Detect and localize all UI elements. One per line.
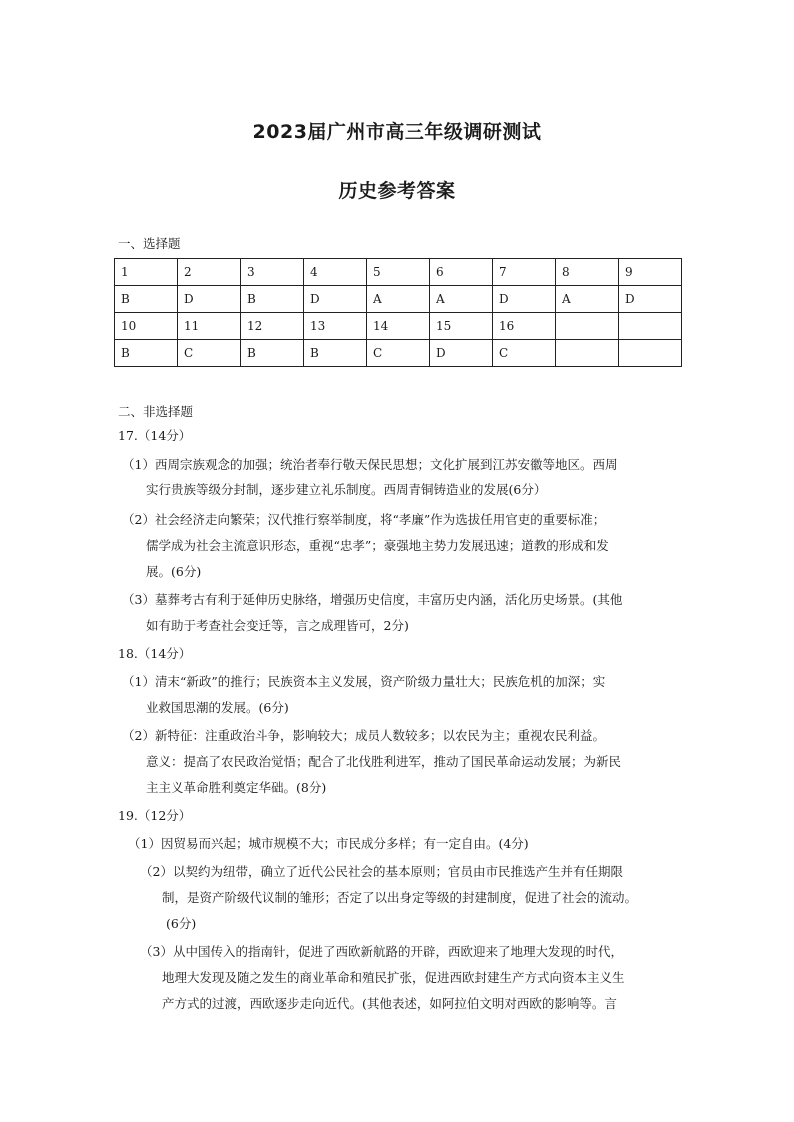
- table-cell: [619, 313, 682, 340]
- answer-line: 产方式的过渡，西欧逐步走向近代。(其他表述，如阿拉伯文明对西欧的影响等。言: [162, 996, 617, 1011]
- answer-line: 制，是资产阶级代议制的雏形；否定了以出身定等级的封建制度，促进了社会的流动。: [162, 890, 638, 905]
- answer-line: 展。(6分): [146, 564, 202, 579]
- table-cell: 13: [304, 313, 367, 340]
- question-19-heading: 19.（12分）: [118, 808, 192, 823]
- table-cell: D: [430, 340, 493, 367]
- table-cell: 16: [493, 313, 556, 340]
- table-cell: A: [430, 286, 493, 313]
- table-cell: A: [367, 286, 430, 313]
- table-row: [115, 313, 682, 340]
- table-cell: D: [304, 286, 367, 313]
- answer-line: （3）墓葬考古有利于延伸历史脉络，增强历史信度，丰富历史内涵，活化历史场景。(其他: [122, 592, 623, 607]
- answer-line: 儒学成为社会主流意识形态，重视“忠孝”；豪强地主势力发展迅速；道教的形成和发: [146, 538, 609, 553]
- table-cell: 8: [556, 259, 619, 286]
- answer-table: [114, 258, 682, 367]
- section-multiple-choice-label: 一、选择题: [118, 236, 181, 251]
- answer-line: 主主义革命胜利奠定华础。(8分): [146, 780, 327, 795]
- table-cell: 11: [178, 313, 241, 340]
- table-cell: [556, 313, 619, 340]
- table-cell: [619, 340, 682, 367]
- answer-line: 业救国思潮的发展。(6分): [146, 700, 289, 715]
- table-row: [115, 286, 682, 313]
- answer-line: （1）清末“新政”的推行；民族资本主义发展，资产阶级力量壮大；民族危机的加深；实: [122, 674, 606, 689]
- table-cell: C: [178, 340, 241, 367]
- table-cell: 2: [178, 259, 241, 286]
- table-cell: B: [115, 340, 178, 367]
- table-cell: 5: [367, 259, 430, 286]
- answer-line: 如有助于考查社会变迁等，言之成理皆可，2分): [146, 618, 409, 633]
- answer-line: （3）从中国传入的指南针，促进了西欧新航路的开辟，西欧迎来了地理大发现的时代，: [140, 944, 623, 959]
- document-subtitle: 历史参考答案: [338, 180, 456, 202]
- table-cell: 9: [619, 259, 682, 286]
- table-cell: B: [304, 340, 367, 367]
- table-row: [115, 340, 682, 367]
- answer-line: （2）新特征：注重政治斗争，影响较大；成员人数较多；以农民为主；重视农民利益。: [122, 728, 605, 743]
- table-cell: C: [493, 340, 556, 367]
- answer-line: （1）西周宗族观念的加强；统治者奉行敬天保民思想；文化扩展到江苏安徽等地区。西周: [122, 457, 618, 472]
- answer-line: 意义：提高了农民政治觉悟；配合了北伐胜利进军，推动了国民革命运动发展；为新民: [146, 754, 622, 769]
- table-row: [115, 259, 682, 286]
- answer-line: 实行贵族等级分封制，逐步建立礼乐制度。西周青铜铸造业的发展(6分）: [146, 482, 547, 497]
- document-title: 2023届广州市高三年级调研测试: [252, 121, 542, 143]
- table-cell: 15: [430, 313, 493, 340]
- table-cell: 6: [430, 259, 493, 286]
- table-cell: B: [241, 286, 304, 313]
- table-cell: 4: [304, 259, 367, 286]
- answer-line: （2）社会经济走向繁荣；汉代推行察举制度，将“孝廉”作为选拔任用官吏的重要标准；: [122, 512, 606, 527]
- table-cell: 1: [115, 259, 178, 286]
- table-cell: D: [619, 286, 682, 313]
- table-cell: 3: [241, 259, 304, 286]
- table-cell: 12: [241, 313, 304, 340]
- answer-line: 地理大发现及随之发生的商业革命和殖民扩张，促进西欧封建生产方式向资本主义生: [162, 970, 625, 985]
- table-cell: [556, 340, 619, 367]
- table-cell: D: [493, 286, 556, 313]
- table-cell: C: [367, 340, 430, 367]
- section-non-choice-label: 二、非选择题: [118, 404, 194, 419]
- answer-line: （2）以契约为纽带，确立了近代公民社会的基本原则；官员由市民推选产生并有任期限: [140, 864, 623, 879]
- table-cell: 10: [115, 313, 178, 340]
- table-cell: 7: [493, 259, 556, 286]
- table-cell: B: [115, 286, 178, 313]
- table-cell: B: [241, 340, 304, 367]
- question-17-heading: 17.（14分）: [118, 428, 192, 443]
- table-cell: D: [178, 286, 241, 313]
- answer-line: （1）因贸易而兴起；城市规模不大；市民成分多样；有一定自由。(4分): [128, 836, 529, 851]
- answer-line: (6分): [166, 916, 197, 931]
- question-18-heading: 18.（14分）: [118, 646, 192, 661]
- table-cell: A: [556, 286, 619, 313]
- table-cell: 14: [367, 313, 430, 340]
